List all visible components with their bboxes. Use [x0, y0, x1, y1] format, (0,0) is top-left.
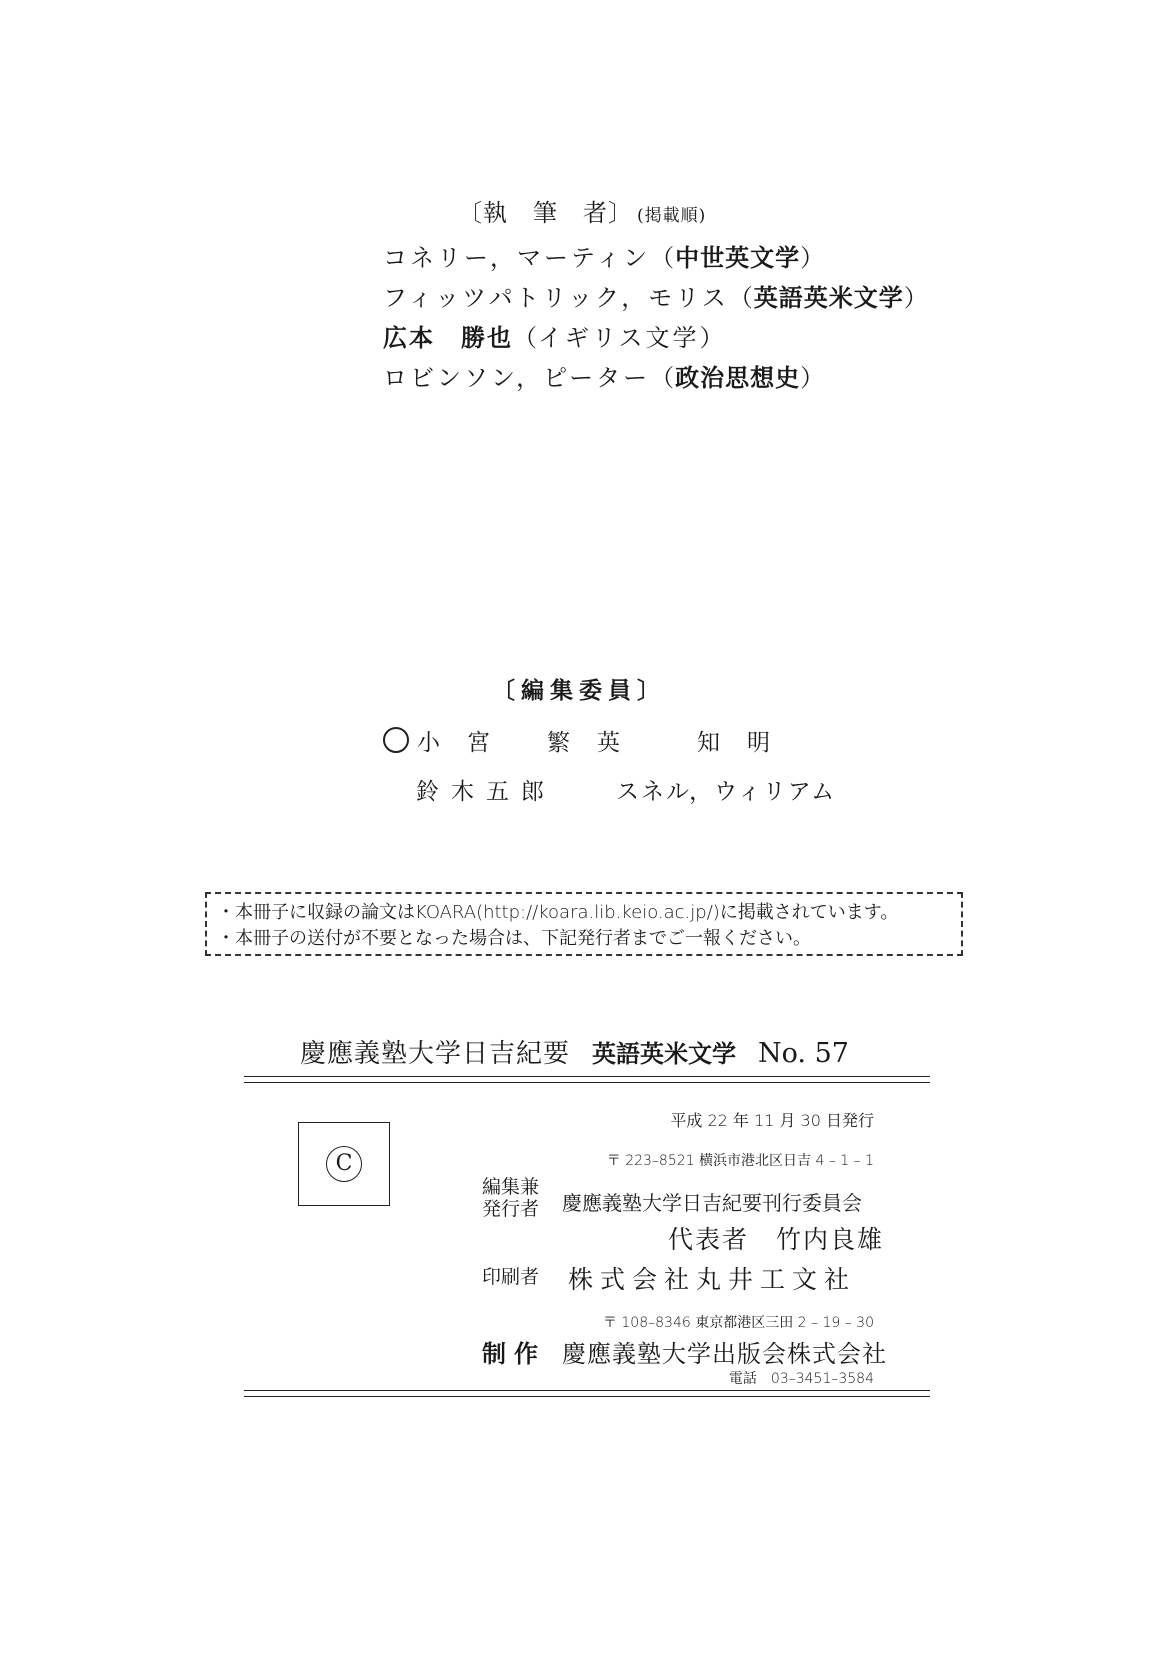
editor-name: 鈴木五郎 [416, 779, 556, 805]
publisher-name: 慶應義塾大学日吉紀要刊行委員会 [562, 1191, 862, 1215]
notice-line: ・本冊子に収録の論文はKOARA(http://koara.lib.keio.ac.jp/)に掲載されています。 [217, 902, 899, 923]
journal-title: 慶應義塾大学日吉紀要 英語英米文学 No. 57 [300, 1038, 849, 1069]
production-label: 制作 [482, 1339, 546, 1368]
author-entry: コネリー，マーティン（中世英文学） [383, 243, 826, 272]
printer-label: 印刷者 [482, 1266, 540, 1288]
editor-name: 知 明 [697, 730, 772, 756]
publisher-address: 〒 223–8521 横浜市港北区日吉 4 – 1 – 1 [606, 1153, 874, 1169]
authors-heading-note: (掲載順) [637, 206, 707, 226]
publisher-label: 編集兼 発行者 [482, 1176, 540, 1220]
author-entry: ロビンソン，ピーター（政治思想史） [383, 363, 826, 392]
author-entry: 広本 勝也（イギリス文学） [383, 323, 725, 352]
production-address: 〒 108–8346 東京都港区三田 2 – 19 – 30 [602, 1315, 874, 1331]
author-entry: フィッツパトリック，モリス（英語英米文学） [383, 283, 929, 312]
notice-box [205, 892, 963, 956]
publication-date: 平成 22 年 11 月 30 日発行 [670, 1111, 874, 1130]
copyright-icon: C [326, 1146, 362, 1182]
editors-row-1 [383, 724, 772, 757]
chief-editor-circle-icon [383, 727, 409, 753]
copyright-box [298, 1122, 390, 1206]
editors-row-2 [416, 773, 836, 806]
representative: 代表者 竹内良雄 [668, 1225, 885, 1254]
notice-line: ・本冊子の送付が不要となった場合は、下記発行者までご一報ください。 [217, 928, 811, 949]
phone-number: 電話 03–3451–3584 [728, 1371, 874, 1387]
editor-name: スネル，ウィリアム [616, 779, 837, 805]
authors-heading: 〔執 筆 者〕 (掲載順) [458, 199, 707, 227]
double-rule-top [244, 1076, 930, 1077]
production-name: 慶應義塾大学出版会株式会社 [562, 1340, 887, 1368]
editors-heading: 〔編集委員〕 [492, 677, 666, 704]
editor-name: 小 宮 [417, 730, 492, 756]
double-rule-top [244, 1082, 930, 1083]
printer-name: 株式会社丸井工文社 [568, 1265, 857, 1294]
editor-name: 繁 英 [547, 730, 622, 756]
double-rule-bottom [244, 1396, 930, 1397]
double-rule-bottom [244, 1390, 930, 1391]
